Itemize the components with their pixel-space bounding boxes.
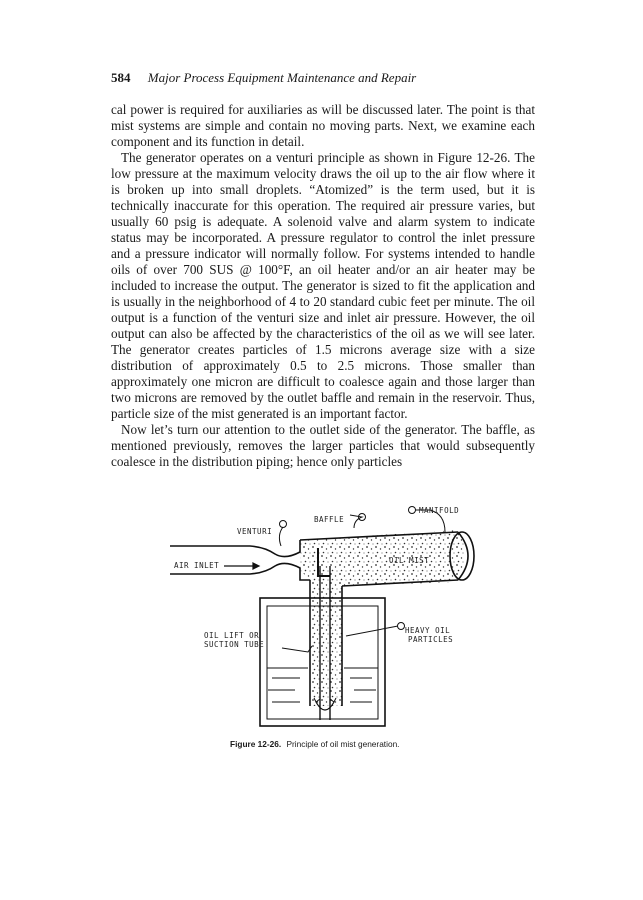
air-inlet-pipe <box>170 540 310 580</box>
label-air-inlet: AIR INLET <box>174 561 220 570</box>
label-heavy-oil-2: PARTICLES <box>408 635 454 644</box>
oil-mist-diagram <box>140 500 540 740</box>
label-baffle: BAFFLE <box>314 515 345 524</box>
label-heavy-oil-1: HEAVY OIL <box>405 626 451 635</box>
running-title: Major Process Equipment Maintenance and Repair <box>147 70 417 85</box>
figure-caption <box>230 739 399 749</box>
paragraph-1: cal power is required for auxiliaries as will be discussed later. The point is that mist systems are simple and contain no moving parts. Next, we examine each component and its function in detail. <box>111 102 535 149</box>
running-header <box>111 70 416 86</box>
oil-mist-region <box>300 530 465 706</box>
label-lift-tube-1: OIL LIFT OR <box>204 631 260 640</box>
air-inlet-arrow <box>224 563 259 569</box>
label-venturi: VENTURI <box>237 527 273 536</box>
label-manifold: MANIFOLD <box>419 506 460 515</box>
label-lift-tube-2: SUCTION TUBE <box>204 640 265 649</box>
caption-text: Principle of oil mist generation. <box>286 739 400 749</box>
figure-oil-mist-generator <box>140 500 540 740</box>
label-oil-mist: OIL MIST <box>389 556 430 565</box>
body-text <box>111 102 535 470</box>
paragraph-2: The generator operates on a venturi principle as shown in Figure 12-26. The low pressure at the maximum velocity draws the oil up to the air flow where it is broken up into small droplets. “Atomized” is the term used, but it is technically inaccurate for this operation. The required air pressure varies, but usually 60 psig is adequate. A solenoid valve and alarm system to indicate status may be incorporated. A pressure regulator to control the inlet pressure and a pressure indicator will normally follow. For systems intended to handle oils of over 700 SUS @ 100°F, an oil heater and/or an air heater may be included to increase the output. The generator is sized to fit the application and is usually in the neighborhood of 4 to 20 standard cubic feet per minute. The oil output is a function of the venturi size and inlet air pressure. However, the oil output can also be affected by the characteristics of the oil as we will see later. The generator creates particles of 1.5 microns average size with a size distribution of approximately 0.5 to 2.5 microns. Those smaller than approximately one micron are difficult to coalesce again and those larger than two microns are removed by the outlet baffle and remain in the reservoir. Thus, particle size of the mist generated is an important factor. <box>111 150 535 421</box>
page-number: 584 <box>111 70 131 85</box>
paragraph-3: Now let’s turn our attention to the outlet side of the generator. The baffle, as mentioned previously, removes the larger particles that would subsequently coalesce in the distribution piping; hence only particles <box>111 422 535 469</box>
caption-number: Figure 12-26. <box>230 739 282 749</box>
